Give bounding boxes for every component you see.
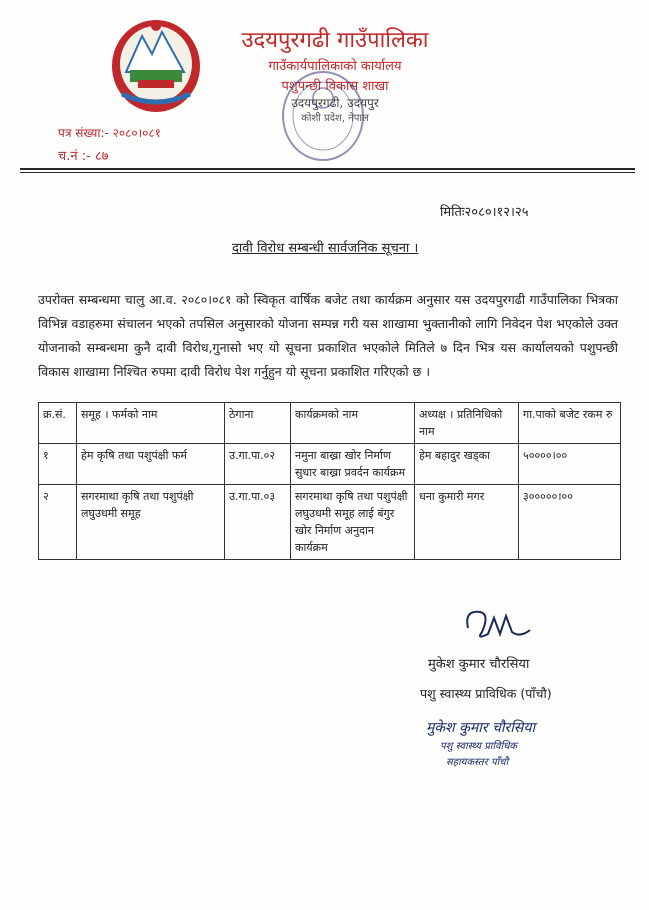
notice-body: उपरोक्त सम्बन्धमा चालु आ.व. २०८०।०८१ को स्विकृत वार्षिक बजेट तथा कार्यक्रम अनुसार यस उदयपुरगढी गाउँपालिका भित्रका विभिन्न वडाहरुमा संचालन भएको तपसिल अनुसारको योजना सम्पन्न गरी यस शाखामा भुक्तानीको लागि निवेदन पेश भएकोले उक्त योजनाको सम्बन्धमा कुनै दावी विरोध,गुनासो भए यो सूचना प्रकाशित भएकोले मितिले ७ दिन भित्र यस कार्यालयको पशुपन्छी विकास शाखामा निश्चित रुपमा दावी विरोध पेश गर्नुहुन यो सूचना प्रकाशित गरिएको छ ।: [38, 292, 618, 379]
header-program-name: कार्यक्रमको नाम: [291, 403, 415, 444]
header-divider-thin: [20, 172, 635, 173]
office-address: उदयपुरगढी, उदयपुर: [291, 96, 379, 110]
cell-sn: १: [39, 444, 77, 485]
dispatch-number: च.नं :- ८७: [58, 149, 109, 164]
office-branch: पशुपन्छी विकास शाखा: [281, 79, 389, 94]
office-subtitle: गाउँकार्यपालिकाको कार्यालय: [268, 59, 402, 74]
cell-budget: ३०००००।००: [519, 485, 621, 560]
table-header-row: [39, 403, 621, 444]
office-province: कोशी प्रदेश, नेपाल: [301, 113, 369, 124]
name-stamp: [420, 718, 570, 778]
stamp-title: पशु स्वास्थ्य प्राविधिक: [440, 741, 518, 752]
signer-name: मुकेश कुमार चौरसिया: [428, 657, 530, 672]
nepal-emblem-icon: [108, 14, 204, 114]
cell-program-name: नमुना बाख्रा खोर निर्माण सुधार बाख्रा प्रवर्दन कार्यक्रम: [291, 444, 415, 485]
header-chairperson: अध्यक्ष । प्रतिनिधिको नाम: [415, 403, 519, 444]
stamp-name: मुकेश कुमार चौरसिया: [426, 720, 536, 736]
header-budget: गा.पाको बजेट रकम रु: [519, 403, 621, 444]
table-row: [39, 485, 621, 560]
cell-program-name: सगरमाथा कृषि तथा पशुपंक्षी लघुउधमी समूह लाई बंगुर खोर निर्माण अनुदान कार्यक्रम: [291, 485, 415, 560]
cell-sn: २: [39, 485, 77, 560]
cell-budget: ५००००।००: [519, 444, 621, 485]
header-sn: क्र.सं.: [39, 403, 77, 444]
signer-title: पशु स्वास्थ्य प्राविधिक (पाँचौ): [420, 686, 552, 701]
notice-title: दावी विरोध सम्बन्धी सार्वजनिक सूचना ।: [232, 241, 419, 256]
cell-chairperson: धना कुमारी मगर: [415, 485, 519, 560]
signature-icon: [460, 604, 534, 644]
header-group-name: समूह । फर्मको नाम: [77, 403, 225, 444]
header-divider: [20, 168, 635, 170]
header-address: ठेगाना: [225, 403, 291, 444]
cell-address: उ.गा.पा.०२: [225, 444, 291, 485]
table-row: [39, 444, 621, 485]
office-seal-icon: [278, 68, 368, 164]
cell-chairperson: हेम बहादुर खड्का: [415, 444, 519, 485]
project-table: [38, 402, 621, 560]
reference-number: पत्र संख्या:- २०८०।०८१: [58, 126, 161, 140]
office-name: उदयपुरगढी गाउँपालिका: [241, 28, 429, 53]
stamp-subtitle: सहायकस्तर पाँचौ: [446, 757, 509, 768]
cell-group-name: सगरमाथा कृषि तथा पशुपंक्षी लघुउधमी समूह: [77, 485, 225, 560]
notice-date: मितिः२०८०।१२।२५: [440, 205, 529, 220]
cell-group-name: हेम कृषि तथा पशुपंक्षी फर्म: [77, 444, 225, 485]
cell-address: उ.गा.पा.०३: [225, 485, 291, 560]
